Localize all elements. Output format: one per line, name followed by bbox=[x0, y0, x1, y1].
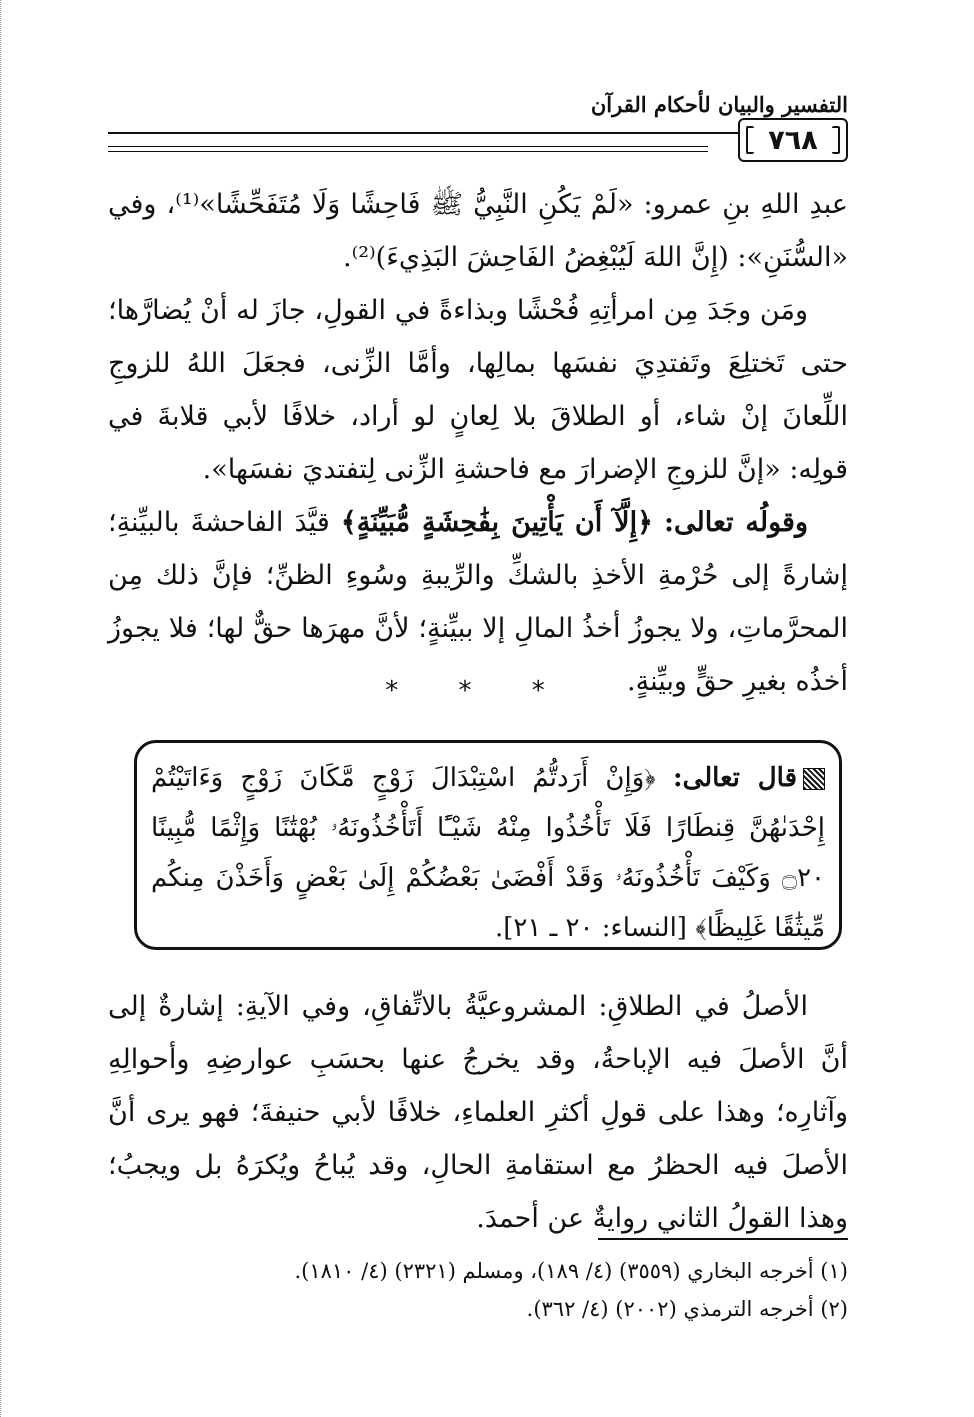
header-rule-double-1 bbox=[108, 146, 708, 147]
page-number-box bbox=[738, 118, 848, 162]
verse-text: ﴿وَإِنْ أَرَدتُّمُ اسْتِبْدَالَ زَوْجٍ مَّكَانَ زَوْجٍ وَءَاتَيْتُمْ إِحْدَىٰهُنَّ قِنطَارًا فَلَا تَأْخُذُوا مِنْهُ شَيْـًٔا أَتَأْخُذُونَهُۥ بُهْتَٰنًا وَإِثْمًا مُّبِينًا ۝٢٠ وَكَيْفَ تَأْخُذُونَهُۥ وَقَدْ أَفْضَىٰ بَعْضُكُمْ إِلَىٰ بَعْضٍ وَأَخَذْنَ مِنكُم مِّيثَٰقًا غَلِيظًا﴾ bbox=[151, 763, 825, 943]
page-number: ٧٦٨ bbox=[768, 124, 818, 156]
paragraph-3-lead: وقولُه تعالى: bbox=[664, 507, 808, 538]
scan-edge bbox=[0, 0, 7, 1417]
verse-lead: قال تعالى: bbox=[672, 763, 797, 793]
footnote-1: (١) أخرجه البخاري (٣٥٥٩) (٤/ ١٨٩)، ومسلم (٢٣٢١) (٤/ ١٨١٠). bbox=[294, 1259, 848, 1283]
paragraph-3-verse: ﴿إِلَّآ أَن يَأْتِينَ بِفَٰحِشَةٍ مُّبَيِّنَةٍ﴾ bbox=[340, 507, 653, 538]
paragraph-3-text: قيَّدَ الفاحشةَ بالبيِّنةِ؛ إشارةً إلى حُرْمةِ الأخذِ بالشكِّ والرِّيبةِ وسُوءِ الظنِّ؛ فإنَّ ذلك مِن المحرَّماتِ، ولا يجوزُ أخذُ المالِ إلا ببيِّنةٍ؛ لأنَّ مهرَها حقٌّ لها؛ فلا يجوزُ أخذُه بغيرِ حقٍّ وبيِّنةٍ. bbox=[108, 507, 848, 697]
header-rule bbox=[108, 132, 848, 134]
main-text-section-1 bbox=[108, 178, 848, 708]
paragraph-2: ومَن وجَدَ مِن امرأتِهِ فُحْشًا وبذاءةً في القولِ، جازَ له أنْ يُضارَّها؛ حتى تَختلِعَ وتَفتدِيَ نفسَها بمالِها، وأمَّا الزِّنى، فجعَلَ اللهُ للزوجِ اللِّعانَ إنْ شاء، أو الطلاقَ بلا لِعانٍ لو أراد، خلافًا لأبي قلابةَ في قولِه: «إنَّ للزوجِ الإضرارَ مع فاحشةِ الزِّنى لِتفتديَ نفسَها». bbox=[108, 295, 848, 485]
main-text-section-2 bbox=[108, 980, 848, 1245]
footnotes bbox=[108, 1252, 848, 1328]
quran-verse-box bbox=[134, 740, 842, 950]
book-title: التفسير والبيان لأحكام القرآن bbox=[590, 92, 848, 117]
section-separator: * * * bbox=[385, 676, 571, 706]
verse-marker-icon bbox=[803, 768, 825, 790]
page-header bbox=[108, 88, 848, 160]
paragraph-1: عبدِ اللهِ بنِ عمرو: «لَمْ يَكُنِ النَّبِيُّ ﷺ فَاحِشًا وَلَا مُتَفَحِّشًا»⁽¹⁾، وفي «السُّنَنِ»: (إِنَّ اللهَ لَيُبْغِضُ الفَاحِشَ البَذِيءَ)⁽²⁾. bbox=[108, 189, 848, 273]
footnote-2: (٢) أخرجه الترمذي (٢٠٠٢) (٤/ ٣٦٢). bbox=[526, 1297, 848, 1321]
verse-reference: [النساء: ٢٠ ـ ٢١]. bbox=[494, 913, 687, 943]
header-rule-double-2 bbox=[108, 151, 708, 152]
footnote-separator bbox=[598, 1238, 848, 1240]
paragraph-4: الأصلُ في الطلاقِ: المشروعيَّةُ بالاتِّفاقِ، وفي الآيةِ: إشارةٌ إلى أنَّ الأصلَ فيه الإباحةُ، وقد يخرجُ عنها بحسَبِ عوارضِهِ وأحوالِهِ وآثارِه؛ وهذا على قولِ أكثرِ العلماءِ، خلافًا لأبي حنيفةَ؛ فهو يرى أنَّ الأصلَ فيه الحظرُ مع استقامةِ الحالِ، وقد يُباحُ ويُكرَهُ بل ويجبُ؛ وهذا القولُ الثاني روايةٌ عن أحمدَ. bbox=[108, 991, 848, 1234]
